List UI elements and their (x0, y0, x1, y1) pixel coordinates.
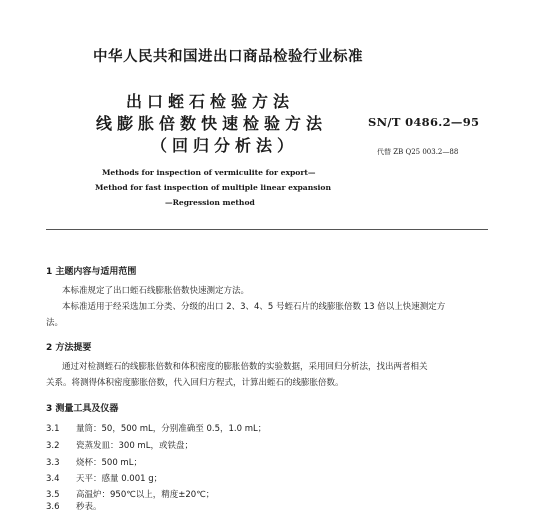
english-title-line-1: Methods for inspection of vermiculite for export— (102, 168, 316, 177)
list-item: 3.4 天平：感量 0.001 g； (46, 474, 163, 484)
list-item: 3.6 秒表。 (46, 502, 102, 512)
section-1-paragraph-1: 本标准规定了出口蛭石线膨胀倍数快速测定方法。 (62, 286, 250, 296)
list-item: 3.3 烧杯：500 mL； (46, 458, 142, 468)
title-line-3: （回归分析法） (151, 136, 299, 155)
english-title-line-2: Method for fast inspection of multiple linear expansion (95, 183, 331, 192)
standard-number: SN/T 0486.2—95 (368, 115, 480, 129)
section-2-heading: 2 方法提要 (46, 343, 92, 353)
section-2-paragraph-continued: 关系。将测得体积密度膨胀倍数，代入回归方程式，计算出蛭石的线膨胀倍数。 (46, 378, 344, 388)
section-2-paragraph: 通过对检测蛭石的线膨胀倍数和体积密度的膨胀倍数的实验数据，采用回归分析法，找出两者相关 (62, 362, 428, 372)
section-1-paragraph-2: 本标准适用于经采选加工分类、分级的出口 2、3、4、5 号蛭石片的线膨胀倍数 13 倍以上快速测定方 (62, 302, 446, 312)
replaces-standard: 代替 ZB Q25 003.2—88 (377, 148, 459, 156)
section-1-paragraph-2-continued: 法。 (46, 318, 64, 328)
section-3-heading: 3 测量工具及仪器 (46, 404, 119, 414)
section-1-heading: 1 主题内容与适用范围 (46, 267, 137, 277)
list-item: 3.5 高温炉：950℃以上，精度±20℃； (46, 490, 215, 500)
english-title-line-3: —Regression method (165, 198, 255, 207)
list-item: 3.2 瓷蒸发皿：300 mL，或铁盘； (46, 441, 193, 451)
title-line-1: 出口蛭石检验方法 (126, 92, 295, 111)
title-line-2: 线膨胀倍数快速检验方法 (96, 114, 328, 133)
organization-header: 中华人民共和国进出口商品检验行业标准 (93, 49, 363, 65)
list-item: 3.1 量筒：50，500 mL，分别准确至 0.5，1.0 mL； (46, 424, 267, 434)
header-divider (46, 229, 488, 230)
